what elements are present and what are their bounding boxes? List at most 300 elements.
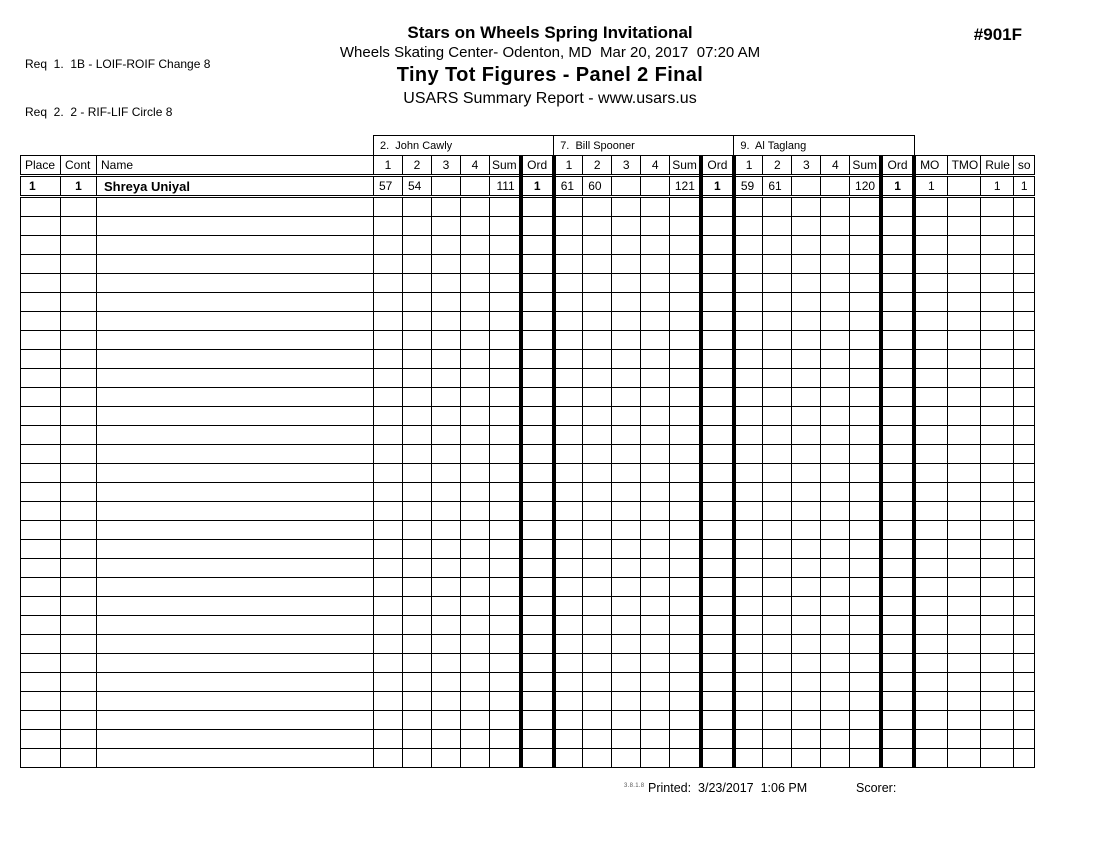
col-header-j3-2: 2	[763, 156, 792, 176]
cell-empty	[97, 673, 374, 692]
cell-empty	[792, 426, 821, 445]
cell-empty	[461, 578, 490, 597]
cell-empty	[612, 654, 641, 673]
cell-empty	[947, 369, 981, 388]
cell-empty	[914, 711, 947, 730]
cell-empty	[763, 312, 792, 331]
cell-empty	[403, 483, 432, 502]
cell-empty	[881, 540, 914, 559]
cell-empty	[981, 255, 1014, 274]
cell-empty	[701, 711, 734, 730]
cell-empty	[734, 673, 763, 692]
cell-empty	[821, 407, 850, 426]
cell-empty	[97, 350, 374, 369]
cell-empty	[97, 445, 374, 464]
cell-empty	[374, 711, 403, 730]
cell-empty	[21, 369, 61, 388]
competition-title: Stars on Wheels Spring Invitational	[407, 23, 693, 42]
cell-empty	[490, 464, 521, 483]
col-header-j2-2: 2	[583, 156, 612, 176]
cell-empty	[61, 350, 97, 369]
cell-empty	[981, 521, 1014, 540]
cell-empty	[21, 445, 61, 464]
cell-empty	[792, 730, 821, 749]
empty-row	[21, 388, 1035, 407]
cell-empty	[792, 312, 821, 331]
cell-empty	[670, 217, 701, 236]
cell-empty	[490, 407, 521, 426]
cell-empty	[947, 255, 981, 274]
cell-empty	[981, 312, 1014, 331]
cell-empty	[521, 236, 554, 255]
cell-empty	[763, 445, 792, 464]
cell-empty	[821, 274, 850, 293]
cell-empty	[554, 312, 583, 331]
cell-empty	[554, 445, 583, 464]
judge-row-spacer-right	[914, 136, 1035, 156]
cell-empty	[21, 597, 61, 616]
cell-empty	[521, 445, 554, 464]
cell-empty	[947, 711, 981, 730]
cell-empty	[763, 388, 792, 407]
cell-empty	[374, 350, 403, 369]
cell-empty	[850, 274, 881, 293]
cell-empty	[1014, 521, 1035, 540]
cell-empty	[612, 350, 641, 369]
cell-empty	[821, 483, 850, 502]
cell-empty	[521, 369, 554, 388]
cell-empty	[432, 654, 461, 673]
cell-empty	[461, 217, 490, 236]
cell-empty	[734, 388, 763, 407]
cell-empty	[1014, 578, 1035, 597]
cell-empty	[21, 616, 61, 635]
cell-empty	[734, 730, 763, 749]
cell-empty	[490, 692, 521, 711]
judge-name-3: 9. Al Taglang	[734, 136, 914, 156]
cell-empty	[583, 597, 612, 616]
cell-empty	[61, 635, 97, 654]
cell-empty	[821, 597, 850, 616]
cell-empty	[490, 331, 521, 350]
cell-empty	[461, 312, 490, 331]
cell-empty	[850, 711, 881, 730]
cell-empty	[374, 749, 403, 768]
cell-empty	[432, 730, 461, 749]
cell-empty	[641, 483, 670, 502]
cell-empty	[734, 483, 763, 502]
cell-empty	[701, 293, 734, 312]
cell-empty	[490, 559, 521, 578]
cell-empty	[881, 483, 914, 502]
cell-empty	[374, 521, 403, 540]
cell-empty	[97, 407, 374, 426]
cell-empty	[554, 730, 583, 749]
cell-empty	[461, 293, 490, 312]
cell-empty	[914, 483, 947, 502]
cell-empty	[21, 388, 61, 407]
cell-empty	[374, 616, 403, 635]
cell-empty	[947, 407, 981, 426]
cell-empty	[432, 635, 461, 654]
cell-empty	[792, 236, 821, 255]
cell-empty	[947, 692, 981, 711]
cell-empty	[734, 692, 763, 711]
cell-empty	[981, 445, 1014, 464]
cell-empty	[461, 540, 490, 559]
cell-empty	[670, 730, 701, 749]
cell-empty	[61, 521, 97, 540]
cell-empty	[403, 407, 432, 426]
cell-empty	[641, 369, 670, 388]
cell-empty	[981, 654, 1014, 673]
cell-empty	[490, 635, 521, 654]
cell-empty	[763, 673, 792, 692]
cell-empty	[490, 197, 521, 217]
cell-empty	[490, 312, 521, 331]
cell-empty	[374, 597, 403, 616]
cell-empty	[432, 464, 461, 483]
cell-empty	[850, 426, 881, 445]
cell-empty	[612, 597, 641, 616]
cell-empty	[403, 197, 432, 217]
cell-empty	[554, 217, 583, 236]
cell-empty	[432, 369, 461, 388]
cell-empty	[914, 407, 947, 426]
cell-empty	[1014, 654, 1035, 673]
cell-empty	[734, 217, 763, 236]
cell-empty	[61, 540, 97, 559]
cell-empty	[670, 388, 701, 407]
cell-empty	[554, 502, 583, 521]
col-header-j3-ord: Ord	[881, 156, 914, 176]
cell-empty	[881, 312, 914, 331]
cell-empty	[981, 426, 1014, 445]
cell-empty	[670, 331, 701, 350]
cell-empty	[432, 426, 461, 445]
cell-j2-ord: 1	[701, 176, 734, 197]
col-header-name: Name	[97, 156, 374, 176]
cell-empty	[612, 445, 641, 464]
cell-empty	[554, 673, 583, 692]
cell-empty	[914, 255, 947, 274]
cell-j1-score-4	[461, 176, 490, 197]
cell-empty	[61, 426, 97, 445]
empty-row	[21, 540, 1035, 559]
cell-empty	[947, 730, 981, 749]
cell-empty	[61, 692, 97, 711]
cell-empty	[734, 616, 763, 635]
cell-empty	[521, 749, 554, 768]
col-header-rule: Rule	[981, 156, 1014, 176]
cell-empty	[521, 197, 554, 217]
cell-empty	[61, 197, 97, 217]
cell-empty	[947, 464, 981, 483]
cell-empty	[914, 692, 947, 711]
cell-empty	[641, 711, 670, 730]
cell-empty	[981, 559, 1014, 578]
cell-empty	[981, 502, 1014, 521]
cell-empty	[670, 236, 701, 255]
cell-empty	[612, 293, 641, 312]
cell-empty	[734, 654, 763, 673]
cell-empty	[734, 635, 763, 654]
cell-empty	[432, 236, 461, 255]
cell-empty	[670, 597, 701, 616]
cell-empty	[521, 350, 554, 369]
cell-empty	[403, 559, 432, 578]
cell-empty	[612, 197, 641, 217]
cell-empty	[403, 654, 432, 673]
cell-empty	[701, 654, 734, 673]
cell-empty	[490, 730, 521, 749]
cell-empty	[947, 673, 981, 692]
cell-empty	[21, 635, 61, 654]
cell-empty	[554, 521, 583, 540]
cell-empty	[612, 673, 641, 692]
cell-empty	[947, 540, 981, 559]
cell-empty	[914, 616, 947, 635]
empty-row	[21, 312, 1035, 331]
cell-empty	[490, 654, 521, 673]
cell-empty	[701, 331, 734, 350]
cell-empty	[881, 578, 914, 597]
cell-empty	[432, 197, 461, 217]
cell-empty	[881, 331, 914, 350]
empty-row	[21, 597, 1035, 616]
cell-empty	[734, 350, 763, 369]
cell-empty	[583, 559, 612, 578]
cell-empty	[821, 559, 850, 578]
cell-empty	[881, 464, 914, 483]
cell-empty	[374, 331, 403, 350]
cell-empty	[821, 502, 850, 521]
cell-empty	[21, 578, 61, 597]
cell-empty	[641, 217, 670, 236]
cell-empty	[981, 407, 1014, 426]
cell-empty	[1014, 730, 1035, 749]
cell-empty	[554, 540, 583, 559]
cell-empty	[612, 331, 641, 350]
cell-empty	[850, 654, 881, 673]
cell-empty	[792, 540, 821, 559]
cell-empty	[490, 521, 521, 540]
cell-empty	[850, 559, 881, 578]
cell-empty	[612, 255, 641, 274]
cell-empty	[461, 730, 490, 749]
cell-empty	[981, 692, 1014, 711]
cell-empty	[612, 483, 641, 502]
cell-empty	[490, 673, 521, 692]
cell-empty	[914, 749, 947, 768]
cell-empty	[97, 502, 374, 521]
cell-empty	[97, 464, 374, 483]
cell-empty	[734, 407, 763, 426]
cell-empty	[583, 616, 612, 635]
cell-empty	[641, 274, 670, 293]
cell-empty	[981, 711, 1014, 730]
cell-empty	[97, 197, 374, 217]
cell-empty	[881, 521, 914, 540]
cell-j2-score-4	[641, 176, 670, 197]
cell-empty	[670, 350, 701, 369]
cell-empty	[734, 559, 763, 578]
venue-datetime-line: Wheels Skating Center- Odenton, MD Mar 20, 2017 07:20 AM	[339, 44, 761, 61]
cell-empty	[21, 654, 61, 673]
cell-empty	[850, 635, 881, 654]
cell-empty	[521, 331, 554, 350]
cell-empty	[461, 464, 490, 483]
cell-empty	[490, 293, 521, 312]
cell-empty	[554, 635, 583, 654]
cell-empty	[461, 236, 490, 255]
cell-empty	[792, 502, 821, 521]
empty-row	[21, 464, 1035, 483]
cell-empty	[521, 255, 554, 274]
cell-empty	[670, 540, 701, 559]
cell-empty	[21, 540, 61, 559]
cell-empty	[947, 749, 981, 768]
cell-empty	[61, 559, 97, 578]
cell-empty	[432, 673, 461, 692]
cell-empty	[612, 369, 641, 388]
col-header-j3-4: 4	[821, 156, 850, 176]
cell-empty	[61, 331, 97, 350]
column-header-row	[21, 156, 1035, 176]
empty-row	[21, 255, 1035, 274]
empty-row	[21, 635, 1035, 654]
cell-empty	[554, 711, 583, 730]
cell-empty	[61, 711, 97, 730]
col-header-j2-3: 3	[612, 156, 641, 176]
cell-empty	[554, 293, 583, 312]
cell-empty	[554, 749, 583, 768]
cell-empty	[490, 236, 521, 255]
cell-rule: 1	[981, 176, 1014, 197]
cell-empty	[850, 502, 881, 521]
col-header-j2-4: 4	[641, 156, 670, 176]
cell-empty	[374, 197, 403, 217]
cell-empty	[583, 464, 612, 483]
cell-empty	[432, 559, 461, 578]
cell-empty	[521, 616, 554, 635]
cell-empty	[583, 369, 612, 388]
col-header-j1-sum: Sum	[490, 156, 521, 176]
cell-j1-score-3	[432, 176, 461, 197]
cell-empty	[947, 445, 981, 464]
cell-empty	[97, 654, 374, 673]
cell-empty	[374, 559, 403, 578]
cell-empty	[734, 502, 763, 521]
cell-empty	[881, 350, 914, 369]
cell-empty	[670, 673, 701, 692]
cell-empty	[554, 616, 583, 635]
cell-empty	[850, 464, 881, 483]
cell-empty	[914, 217, 947, 236]
cell-empty	[734, 426, 763, 445]
cell-empty	[97, 483, 374, 502]
cell-empty	[490, 369, 521, 388]
cell-empty	[821, 540, 850, 559]
cell-empty	[821, 692, 850, 711]
cell-empty	[432, 749, 461, 768]
cell-empty	[641, 749, 670, 768]
cell-empty	[374, 274, 403, 293]
cell-empty	[763, 426, 792, 445]
skater-row	[21, 176, 1035, 197]
cell-empty	[821, 464, 850, 483]
cell-empty	[981, 274, 1014, 293]
cell-empty	[374, 236, 403, 255]
cell-empty	[403, 426, 432, 445]
cell-empty	[734, 331, 763, 350]
cell-empty	[21, 464, 61, 483]
cell-empty	[981, 350, 1014, 369]
cell-empty	[947, 521, 981, 540]
cell-empty	[670, 293, 701, 312]
cell-empty	[432, 521, 461, 540]
cell-empty	[461, 369, 490, 388]
cell-empty	[1014, 483, 1035, 502]
cell-empty	[432, 407, 461, 426]
cell-empty	[821, 197, 850, 217]
cell-empty	[554, 654, 583, 673]
cell-empty	[792, 445, 821, 464]
cell-empty	[432, 483, 461, 502]
cell-empty	[670, 654, 701, 673]
cell-empty	[641, 521, 670, 540]
cell-empty	[981, 616, 1014, 635]
cell-empty	[701, 730, 734, 749]
cell-empty	[521, 559, 554, 578]
cell-empty	[61, 749, 97, 768]
cell-empty	[612, 749, 641, 768]
cell-empty	[701, 464, 734, 483]
cell-empty	[641, 445, 670, 464]
cell-empty	[1014, 236, 1035, 255]
empty-row	[21, 578, 1035, 597]
cell-empty	[432, 274, 461, 293]
cell-empty	[701, 426, 734, 445]
cell-empty	[21, 426, 61, 445]
cell-empty	[490, 274, 521, 293]
cell-empty	[583, 350, 612, 369]
cell-empty	[881, 293, 914, 312]
cell-empty	[461, 559, 490, 578]
cell-empty	[701, 274, 734, 293]
empty-row	[21, 197, 1035, 217]
cell-empty	[583, 635, 612, 654]
cell-empty	[97, 540, 374, 559]
cell-empty	[821, 217, 850, 236]
cell-j1-score-2: 54	[403, 176, 432, 197]
cell-empty	[61, 483, 97, 502]
cell-empty	[734, 711, 763, 730]
cell-empty	[554, 350, 583, 369]
cell-empty	[61, 616, 97, 635]
cell-empty	[612, 464, 641, 483]
col-header-tmo: TMO	[947, 156, 981, 176]
col-header-j1-2: 2	[403, 156, 432, 176]
cell-empty	[461, 692, 490, 711]
cell-empty	[850, 730, 881, 749]
cell-empty	[981, 293, 1014, 312]
cell-empty	[583, 654, 612, 673]
cell-empty	[21, 312, 61, 331]
cell-empty	[763, 293, 792, 312]
cell-empty	[1014, 635, 1035, 654]
cell-empty	[1014, 749, 1035, 768]
